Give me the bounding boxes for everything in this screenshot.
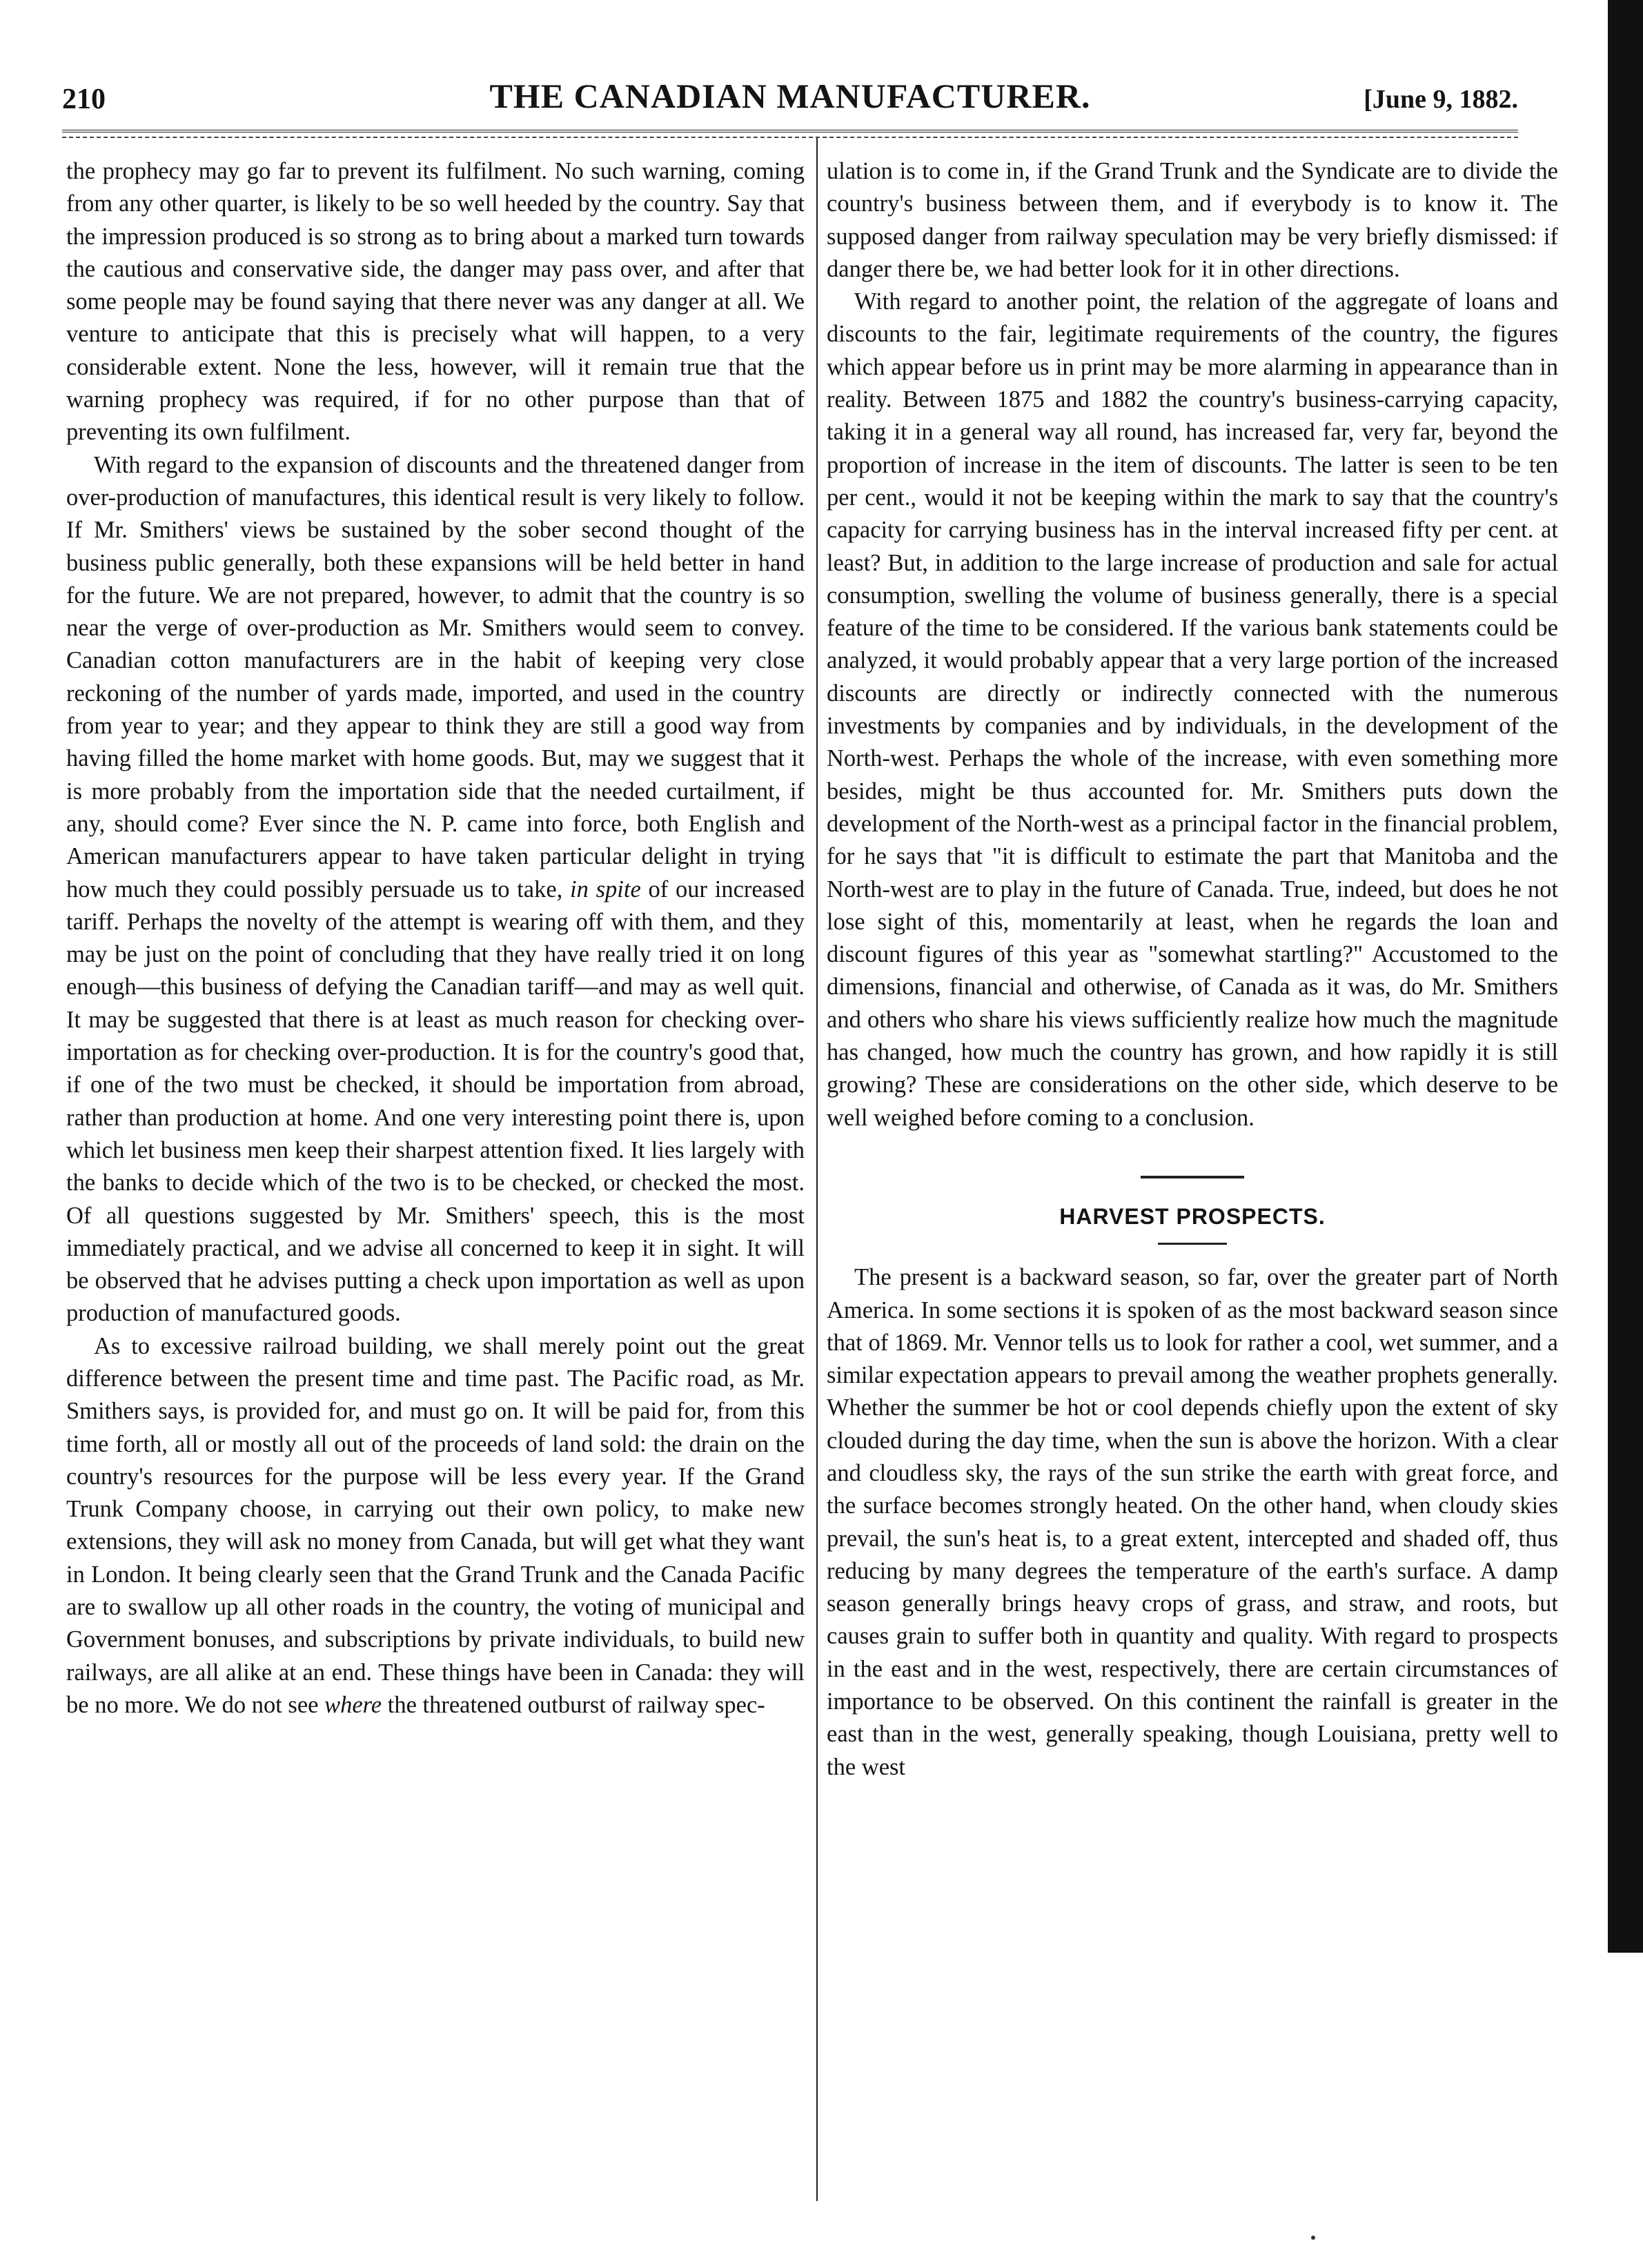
right-column bbox=[827, 155, 1558, 1784]
column-divider bbox=[816, 138, 818, 2201]
left-paragraph-3 bbox=[66, 1330, 805, 1722]
section-heading: HARVEST PROSPECTS. bbox=[1059, 1203, 1326, 1229]
right-paragraph-1: ulation is to come in, if the Grand Trunk and the Syndicate are to divide the country's business between them, and if everybody is to know it. The supposed danger from railway speculation may be very briefly dismissed: if danger there be, we had better look for it in other directions. bbox=[827, 158, 1558, 282]
header-double-rule bbox=[62, 130, 1518, 132]
page-number: 210 bbox=[62, 83, 106, 115]
issue-date: [June 9, 1882. bbox=[1364, 85, 1518, 114]
left-paragraph-1: the prophecy may go far to prevent its fulfilment. No such warning, coming from any other quarter, is likely to be so well heeded by the country. Say that the impression produced is so strong as to bring about a marked turn towards the cautious and conservative side, the danger may pass over, and after that some people may be found saying that there never was any danger at all. We venture to anticipate that this is precisely what will happen, to a very considerable extent. None the less, however, will it remain true that the warning prophecy was required, if for no other purpose than that of preventing its own fulfilment. bbox=[66, 158, 805, 446]
left-paragraph-2-text-a: With regard to the expansion of discounts and the threatened danger from over-production of manufactures, this identical result is very likely to follow. If Mr. Smithers' views be sustained by the sober second thought of the business public generally, both these expansions will be held better in hand for the future. We are not prepared, however, to admit that the country is so near the verge of over-production as Mr. Smithers would seem to convey. Canadian cotton manufacturers are in the habit of keeping very close reckoning of the number of yards made, imported, and used in the country from year to year; and they appear to think they are still a good way from having filled the home market with home goods. But, may we suggest that it is more probably from the importation side that the needed curtailment, if any, should come? Ever since the N. P. came into force, both English and American manufacturers appear to have taken particular delight in trying how much they could possibly persuade us to take, bbox=[66, 451, 805, 903]
section-heading-underline bbox=[1158, 1243, 1227, 1245]
print-speck bbox=[1311, 2236, 1315, 2240]
left-paragraph-3-text-a: As to excessive railroad building, we shall merely point out the great difference between the present time and time past. The Pacific road, as Mr. Smithers says, is provided for, and must go on. It will be paid for, from this time forth, all or mostly all out of the proceeds of land sold: the drain on the country's resources for the purpose will be less every year. If the Grand Trunk Company choose, in carrying out their own policy, to make new extensions, they will ask no money from Canada, but will get what they want in London. It being clearly seen that the Grand Trunk and the Canada Pacific are to swallow up all other roads in the country, the voting of municipal and Government bonuses, and subscriptions by private individuals, to build new railways, are all alike at an end. These things have been in Canada: they will be no more. We do not see bbox=[66, 1332, 805, 1718]
masthead-title: THE CANADIAN MANUFACTURER. bbox=[489, 77, 1091, 115]
left-column bbox=[66, 155, 805, 1722]
section-separator-rule bbox=[1141, 1176, 1244, 1179]
right-paragraph-2: With regard to another point, the relation of the aggregate of loans and discounts to the fair, legitimate requirements of the country, the figures which appear before us in print may be more alarming in appearance than in reality. Between 1875 and 1882 the country's business-carrying capacity, taking it in a general way all round, has increased far, very far, beyond the proportion of increase in the item of discounts. The latter is seen to be ten per cent., would it not be keeping within the mark to say that the country's capacity for carrying business has in the interval increased fifty per cent. at least? But, in addition to the large increase of production and sale for actual consumption, swelling the volume of business generally, there is a special feature of the time to be considered. If the various bank statements could be analyzed, it would probably appear that a very large portion of the increased discounts are directly or indirectly connected with the numerous investments by companies and by individuals, in the development of the North-west. Perhaps the whole of the increase, with even something more besides, might be thus accounted for. Mr. Smithers puts down the development of the North-west as a principal factor in the financial problem, for he says that "it is difficult to estimate the part that Manitoba and the North-west are to play in the future of Canada. True, indeed, but does he not lose sight of this, momentarily at least, when he regards the loan and discount figures of this year as "somewhat startling?" Accustomed to the dimensions, financial and otherwise, of Canada as it was, do Mr. Smithers and others who share his views sufficiently realize how much the magnitude has changed, how much the country has grown, and how rapidly it is still growing? These are considerations on the other side, which deserve to be well weighed before coming to a conclusion. bbox=[827, 288, 1558, 1131]
italic-in-spite: in spite bbox=[570, 876, 641, 903]
left-paragraph-2 bbox=[66, 449, 805, 1330]
left-paragraph-2-text-b: of our increased tariff. Perhaps the novelty of the attempt is wearing off with them, and they may be just on the point of concluding that they have really tried it on long enough—this business of defying the Canadian tariff—and may as well quit. It may be suggested that there is at least as much reason for checking over-importation as for checking over-production. It is for the country's good that, if one of the two must be checked, it should be importation from abroad, rather than production at home. And one very interesting point there is, upon which let business men keep their sharpest attention fixed. It lies largely with the banks to decide which of the two is to be checked, or checked the most. Of all questions suggested by Mr. Smithers' speech, this is the most immediately practical, and we advise all concerned to keep it in sight. It will be observed that he advises putting a check upon importation as well as upon production of manufactured goods. bbox=[66, 876, 805, 1327]
left-paragraph-3-text-b: the threatened outburst of railway spec- bbox=[387, 1691, 765, 1718]
page-edge-bar bbox=[1608, 0, 1643, 1953]
header-dashed-rule bbox=[62, 137, 1518, 138]
page-header bbox=[62, 76, 1518, 124]
italic-where: where bbox=[324, 1691, 382, 1718]
harvest-paragraph: The present is a backward season, so far, over the greater part of North America. In some sections it is spoken of as the most backward season since that of 1869. Mr. Vennor tells us to look for rather a cool, wet summer, and a similar expectation appears to prevail among the weather prophets generally. Whether the summer be hot or cool depends chiefly upon the extent of sky clouded during the day time, when the sun is above the horizon. With a clear and cloudless sky, the rays of the sun strike the earth with great force, and the surface becomes strongly heated. On the other hand, when cloudy skies prevail, the sun's heat is, to a great extent, intercepted and shaded off, thus reducing by many degrees the temperature of the earth's surface. A damp season generally brings heavy crops of grass, and straw, and roots, but causes grain to suffer both in quantity and quality. With regard to prospects in the east and in the west, respectively, there are certain circumstances of importance to be observed. On this continent the rainfall is greater in the east than in the west, generally speaking, though Louisiana, pretty well to the west bbox=[827, 1264, 1558, 1780]
